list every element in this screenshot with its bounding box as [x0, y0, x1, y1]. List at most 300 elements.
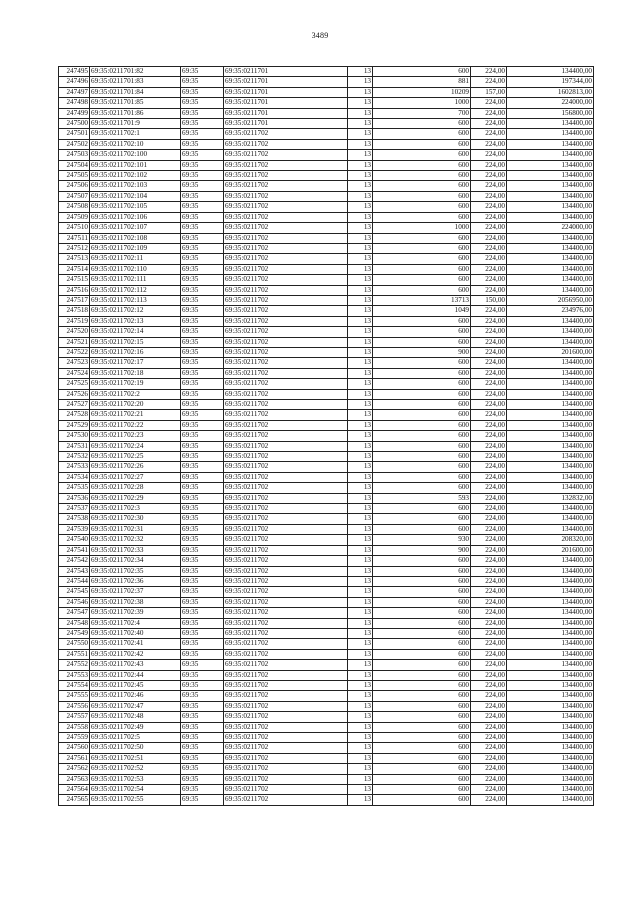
row-number-cell: 247500: [59, 119, 90, 129]
area-cell: 600: [373, 472, 471, 482]
category-code-cell: 13: [348, 660, 373, 670]
cadastral-value-cell: 134400,00: [507, 483, 594, 493]
cadastral-value-cell: 134400,00: [507, 139, 594, 149]
specific-value-cell: 224,00: [471, 660, 507, 670]
row-number-cell: 247534: [59, 472, 90, 482]
row-number-cell: 247557: [59, 712, 90, 722]
row-number-cell: 247504: [59, 160, 90, 170]
cadastral-value-cell: 234976,00: [507, 306, 594, 316]
row-number-cell: 247547: [59, 608, 90, 618]
table-row: [59, 139, 594, 149]
cadastral-district-cell: 69:35: [181, 514, 224, 524]
specific-value-cell: 224,00: [471, 431, 507, 441]
area-cell: 600: [373, 243, 471, 253]
cadastral-district-cell: 69:35: [181, 337, 224, 347]
table-row: [59, 379, 594, 389]
area-cell: 1000: [373, 223, 471, 233]
table-row: [59, 472, 594, 482]
cadastral-number-cell: 69:35:0211702:27: [90, 472, 181, 482]
cadastral-value-cell: 134400,00: [507, 556, 594, 566]
specific-value-cell: 224,00: [471, 670, 507, 680]
specific-value-cell: 224,00: [471, 795, 507, 805]
cadastral-value-cell: 134400,00: [507, 212, 594, 222]
category-code-cell: 13: [348, 556, 373, 566]
area-cell: 600: [373, 327, 471, 337]
cadastral-quarter-cell: 69:35:0211702: [224, 795, 348, 805]
cadastral-number-cell: 69:35:0211702:17: [90, 358, 181, 368]
cadastral-district-cell: 69:35: [181, 389, 224, 399]
cadastral-quarter-cell: 69:35:0211702: [224, 712, 348, 722]
row-number-cell: 247506: [59, 181, 90, 191]
row-number-cell: 247551: [59, 649, 90, 659]
cadastral-value-cell: 134400,00: [507, 452, 594, 462]
area-cell: 600: [373, 639, 471, 649]
specific-value-cell: 224,00: [471, 327, 507, 337]
area-cell: 600: [373, 680, 471, 690]
cadastral-quarter-cell: 69:35:0211702: [224, 191, 348, 201]
cadastral-number-cell: 69:35:0211702:13: [90, 316, 181, 326]
cadastral-value-cell: 134400,00: [507, 618, 594, 628]
row-number-cell: 247562: [59, 764, 90, 774]
row-number-cell: 247523: [59, 358, 90, 368]
row-number-cell: 247561: [59, 753, 90, 763]
table-row: [59, 150, 594, 160]
category-code-cell: 13: [348, 306, 373, 316]
specific-value-cell: 224,00: [471, 722, 507, 732]
row-number-cell: 247525: [59, 379, 90, 389]
category-code-cell: 13: [348, 202, 373, 212]
cadastral-value-cell: 134400,00: [507, 150, 594, 160]
cadastral-number-cell: 69:35:0211702:26: [90, 462, 181, 472]
specific-value-cell: 224,00: [471, 628, 507, 638]
category-code-cell: 13: [348, 680, 373, 690]
area-cell: 593: [373, 493, 471, 503]
table-row: [59, 670, 594, 680]
category-code-cell: 13: [348, 295, 373, 305]
area-cell: 600: [373, 285, 471, 295]
category-code-cell: 13: [348, 733, 373, 743]
table-row: [59, 764, 594, 774]
row-number-cell: 247542: [59, 556, 90, 566]
row-number-cell: 247496: [59, 77, 90, 87]
cadastral-value-cell: 201600,00: [507, 347, 594, 357]
area-cell: 600: [373, 389, 471, 399]
cadastral-quarter-cell: 69:35:0211702: [224, 504, 348, 514]
cadastral-value-cell: 2056950,00: [507, 295, 594, 305]
row-number-cell: 247558: [59, 722, 90, 732]
cadastral-value-cell: 134400,00: [507, 327, 594, 337]
cadastral-district-cell: 69:35: [181, 410, 224, 420]
specific-value-cell: 224,00: [471, 389, 507, 399]
table-row: [59, 556, 594, 566]
table-row: [59, 202, 594, 212]
cadastral-district-cell: 69:35: [181, 649, 224, 659]
row-number-cell: 247513: [59, 254, 90, 264]
cadastral-district-cell: 69:35: [181, 441, 224, 451]
cadastral-number-cell: 69:35:0211702:43: [90, 660, 181, 670]
cadastral-number-cell: 69:35:0211702:2: [90, 389, 181, 399]
category-code-cell: 13: [348, 77, 373, 87]
cadastral-quarter-cell: 69:35:0211702: [224, 347, 348, 357]
cadastral-district-cell: 69:35: [181, 191, 224, 201]
table-row: [59, 753, 594, 763]
row-number-cell: 247497: [59, 87, 90, 97]
cadastral-quarter-cell: 69:35:0211702: [224, 743, 348, 753]
specific-value-cell: 224,00: [471, 545, 507, 555]
cadastral-district-cell: 69:35: [181, 504, 224, 514]
cadastral-district-cell: 69:35: [181, 139, 224, 149]
cadastral-value-cell: 134400,00: [507, 785, 594, 795]
specific-value-cell: 224,00: [471, 202, 507, 212]
area-cell: 600: [373, 254, 471, 264]
cadastral-value-cell: 134400,00: [507, 795, 594, 805]
cadastral-district-cell: 69:35: [181, 597, 224, 607]
area-cell: 930: [373, 535, 471, 545]
cadastral-value-cell: 134400,00: [507, 722, 594, 732]
table-row: [59, 347, 594, 357]
specific-value-cell: 224,00: [471, 462, 507, 472]
cadastral-value-cell: 134400,00: [507, 67, 594, 77]
category-code-cell: 13: [348, 722, 373, 732]
row-number-cell: 247540: [59, 535, 90, 545]
cadastral-value-cell: 208320,00: [507, 535, 594, 545]
cadastral-quarter-cell: 69:35:0211702: [224, 691, 348, 701]
cadastral-quarter-cell: 69:35:0211701: [224, 87, 348, 97]
area-cell: 600: [373, 233, 471, 243]
cadastral-district-cell: 69:35: [181, 462, 224, 472]
row-number-cell: 247541: [59, 545, 90, 555]
cadastral-district-cell: 69:35: [181, 327, 224, 337]
area-cell: 600: [373, 316, 471, 326]
category-code-cell: 13: [348, 431, 373, 441]
cadastral-quarter-cell: 69:35:0211702: [224, 733, 348, 743]
specific-value-cell: 224,00: [471, 493, 507, 503]
row-number-cell: 247545: [59, 587, 90, 597]
cadastral-number-cell: 69:35:0211702:15: [90, 337, 181, 347]
cadastral-quarter-cell: 69:35:0211702: [224, 181, 348, 191]
cadastral-value-cell: 197344,00: [507, 77, 594, 87]
cadastral-quarter-cell: 69:35:0211702: [224, 275, 348, 285]
cadastral-value-cell: 134400,00: [507, 504, 594, 514]
cadastral-district-cell: 69:35: [181, 691, 224, 701]
row-number-cell: 247524: [59, 368, 90, 378]
cadastral-number-cell: 69:35:0211702:109: [90, 243, 181, 253]
area-cell: 600: [373, 441, 471, 451]
cadastral-district-cell: 69:35: [181, 202, 224, 212]
cadastral-quarter-cell: 69:35:0211702: [224, 358, 348, 368]
cadastral-value-cell: 134400,00: [507, 587, 594, 597]
cadastral-number-cell: 69:35:0211702:55: [90, 795, 181, 805]
row-number-cell: 247522: [59, 347, 90, 357]
specific-value-cell: 224,00: [471, 285, 507, 295]
area-cell: 600: [373, 129, 471, 139]
specific-value-cell: 224,00: [471, 223, 507, 233]
cadastral-value-cell: 134400,00: [507, 243, 594, 253]
area-cell: 600: [373, 181, 471, 191]
cadastral-value-cell: 134400,00: [507, 691, 594, 701]
table-row: [59, 691, 594, 701]
row-number-cell: 247554: [59, 680, 90, 690]
row-number-cell: 247552: [59, 660, 90, 670]
table-row: [59, 87, 594, 97]
cadastral-district-cell: 69:35: [181, 316, 224, 326]
cadastral-district-cell: 69:35: [181, 233, 224, 243]
cadastral-value-cell: 134400,00: [507, 608, 594, 618]
cadastral-value-cell: 134400,00: [507, 701, 594, 711]
cadastral-value-cell: 224000,00: [507, 223, 594, 233]
table-row: [59, 285, 594, 295]
table-row: [59, 587, 594, 597]
row-number-cell: 247555: [59, 691, 90, 701]
cadastral-quarter-cell: 69:35:0211702: [224, 587, 348, 597]
cadastral-quarter-cell: 69:35:0211702: [224, 400, 348, 410]
row-number-cell: 247559: [59, 733, 90, 743]
specific-value-cell: 224,00: [471, 514, 507, 524]
cadastral-value-cell: 134400,00: [507, 660, 594, 670]
specific-value-cell: 224,00: [471, 743, 507, 753]
cadastral-district-cell: 69:35: [181, 733, 224, 743]
cadastral-number-cell: 69:35:0211702:100: [90, 150, 181, 160]
category-code-cell: 13: [348, 535, 373, 545]
cadastral-quarter-cell: 69:35:0211702: [224, 566, 348, 576]
area-cell: 600: [373, 628, 471, 638]
cadastral-quarter-cell: 69:35:0211702: [224, 535, 348, 545]
area-cell: 600: [373, 795, 471, 805]
specific-value-cell: 224,00: [471, 400, 507, 410]
row-number-cell: 247516: [59, 285, 90, 295]
area-cell: 600: [373, 212, 471, 222]
area-cell: 600: [373, 712, 471, 722]
cadastral-district-cell: 69:35: [181, 545, 224, 555]
cadastral-quarter-cell: 69:35:0211702: [224, 139, 348, 149]
specific-value-cell: 224,00: [471, 774, 507, 784]
row-number-cell: 247536: [59, 493, 90, 503]
table-row: [59, 400, 594, 410]
cadastral-quarter-cell: 69:35:0211702: [224, 243, 348, 253]
category-code-cell: 13: [348, 618, 373, 628]
row-number-cell: 247544: [59, 576, 90, 586]
cadastral-district-cell: 69:35: [181, 795, 224, 805]
cadastral-district-cell: 69:35: [181, 420, 224, 430]
area-cell: 600: [373, 566, 471, 576]
row-number-cell: 247543: [59, 566, 90, 576]
category-code-cell: 13: [348, 212, 373, 222]
row-number-cell: 247556: [59, 701, 90, 711]
cadastral-value-cell: 134400,00: [507, 358, 594, 368]
area-cell: 600: [373, 264, 471, 274]
cadastral-quarter-cell: 69:35:0211702: [224, 618, 348, 628]
table-row: [59, 223, 594, 233]
cadastral-value-cell: 134400,00: [507, 524, 594, 534]
category-code-cell: 13: [348, 181, 373, 191]
category-code-cell: 13: [348, 452, 373, 462]
cadastral-district-cell: 69:35: [181, 98, 224, 108]
cadastral-number-cell: 69:35:0211702:31: [90, 524, 181, 534]
specific-value-cell: 224,00: [471, 119, 507, 129]
specific-value-cell: 224,00: [471, 597, 507, 607]
table-row: [59, 119, 594, 129]
cadastral-number-cell: 69:35:0211702:50: [90, 743, 181, 753]
row-number-cell: 247564: [59, 785, 90, 795]
cadastral-district-cell: 69:35: [181, 753, 224, 763]
table-row: [59, 337, 594, 347]
cadastral-district-cell: 69:35: [181, 77, 224, 87]
cadastral-district-cell: 69:35: [181, 285, 224, 295]
row-number-cell: 247526: [59, 389, 90, 399]
table-row: [59, 545, 594, 555]
area-cell: 600: [373, 171, 471, 181]
table-row: [59, 452, 594, 462]
cadastral-quarter-cell: 69:35:0211702: [224, 608, 348, 618]
row-number-cell: 247508: [59, 202, 90, 212]
specific-value-cell: 224,00: [471, 483, 507, 493]
cadastral-value-cell: 134400,00: [507, 202, 594, 212]
table-row: [59, 524, 594, 534]
table-row: [59, 785, 594, 795]
row-number-cell: 247537: [59, 504, 90, 514]
specific-value-cell: 224,00: [471, 524, 507, 534]
table-row: [59, 160, 594, 170]
category-code-cell: 13: [348, 639, 373, 649]
cadastral-quarter-cell: 69:35:0211702: [224, 649, 348, 659]
table-row: [59, 535, 594, 545]
table-row: [59, 264, 594, 274]
category-code-cell: 13: [348, 368, 373, 378]
cadastral-district-cell: 69:35: [181, 493, 224, 503]
area-cell: 600: [373, 462, 471, 472]
specific-value-cell: 224,00: [471, 701, 507, 711]
row-number-cell: 247531: [59, 441, 90, 451]
cadastral-district-cell: 69:35: [181, 576, 224, 586]
cadastral-quarter-cell: 69:35:0211702: [224, 472, 348, 482]
table-row: [59, 431, 594, 441]
cadastral-quarter-cell: 69:35:0211702: [224, 753, 348, 763]
category-code-cell: 13: [348, 785, 373, 795]
area-cell: 600: [373, 556, 471, 566]
cadastral-value-cell: 134400,00: [507, 420, 594, 430]
cadastral-quarter-cell: 69:35:0211702: [224, 254, 348, 264]
cadastral-number-cell: 69:35:0211701:85: [90, 98, 181, 108]
cadastral-number-cell: 69:35:0211702:44: [90, 670, 181, 680]
cadastral-number-cell: 69:35:0211702:16: [90, 347, 181, 357]
cadastral-number-cell: 69:35:0211701:86: [90, 108, 181, 118]
cadastral-number-cell: 69:35:0211702:103: [90, 181, 181, 191]
cadastral-district-cell: 69:35: [181, 379, 224, 389]
table-row: [59, 649, 594, 659]
cadastral-quarter-cell: 69:35:0211702: [224, 556, 348, 566]
specific-value-cell: 224,00: [471, 566, 507, 576]
row-number-cell: 247563: [59, 774, 90, 784]
cadastral-number-cell: 69:35:0211702:30: [90, 514, 181, 524]
cadastral-number-cell: 69:35:0211702:20: [90, 400, 181, 410]
category-code-cell: 13: [348, 139, 373, 149]
table-row: [59, 98, 594, 108]
specific-value-cell: 224,00: [471, 316, 507, 326]
cadastral-number-cell: 69:35:0211702:53: [90, 774, 181, 784]
specific-value-cell: 224,00: [471, 753, 507, 763]
category-code-cell: 13: [348, 254, 373, 264]
category-code-cell: 13: [348, 275, 373, 285]
cadastral-value-cell: 134400,00: [507, 410, 594, 420]
category-code-cell: 13: [348, 649, 373, 659]
category-code-cell: 13: [348, 441, 373, 451]
specific-value-cell: 224,00: [471, 98, 507, 108]
table-row: [59, 306, 594, 316]
specific-value-cell: 224,00: [471, 233, 507, 243]
specific-value-cell: 224,00: [471, 587, 507, 597]
table-row: [59, 243, 594, 253]
row-number-cell: 247519: [59, 316, 90, 326]
specific-value-cell: 224,00: [471, 733, 507, 743]
cadastral-value-cell: 134400,00: [507, 441, 594, 451]
table-row: [59, 441, 594, 451]
table-row: [59, 701, 594, 711]
specific-value-cell: 224,00: [471, 254, 507, 264]
cadastral-district-cell: 69:35: [181, 722, 224, 732]
cadastral-number-cell: 69:35:0211702:25: [90, 452, 181, 462]
cadastral-number-cell: 69:35:0211701:83: [90, 77, 181, 87]
specific-value-cell: 224,00: [471, 181, 507, 191]
category-code-cell: 13: [348, 462, 373, 472]
cadastral-number-cell: 69:35:0211702:105: [90, 202, 181, 212]
cadastral-value-cell: 134400,00: [507, 368, 594, 378]
cadastral-quarter-cell: 69:35:0211702: [224, 264, 348, 274]
specific-value-cell: 224,00: [471, 608, 507, 618]
cadastral-district-cell: 69:35: [181, 524, 224, 534]
row-number-cell: 247510: [59, 223, 90, 233]
cadastral-quarter-cell: 69:35:0211702: [224, 171, 348, 181]
cadastral-quarter-cell: 69:35:0211702: [224, 233, 348, 243]
row-number-cell: 247518: [59, 306, 90, 316]
category-code-cell: 13: [348, 285, 373, 295]
cadastral-district-cell: 69:35: [181, 431, 224, 441]
specific-value-cell: 224,00: [471, 337, 507, 347]
cadastral-quarter-cell: 69:35:0211702: [224, 295, 348, 305]
cadastral-number-cell: 69:35:0211702:37: [90, 587, 181, 597]
category-code-cell: 13: [348, 108, 373, 118]
row-number-cell: 247548: [59, 618, 90, 628]
cadastral-number-cell: 69:35:0211702:5: [90, 733, 181, 743]
cadastral-quarter-cell: 69:35:0211702: [224, 420, 348, 430]
area-cell: 600: [373, 597, 471, 607]
table-row: [59, 628, 594, 638]
table-row: [59, 462, 594, 472]
cadastral-quarter-cell: 69:35:0211702: [224, 680, 348, 690]
table-row: [59, 504, 594, 514]
category-code-cell: 13: [348, 576, 373, 586]
cadastral-number-cell: 69:35:0211702:10: [90, 139, 181, 149]
table-row: [59, 77, 594, 87]
row-number-cell: 247533: [59, 462, 90, 472]
area-cell: 600: [373, 701, 471, 711]
cadastral-number-cell: 69:35:0211702:36: [90, 576, 181, 586]
cadastral-district-cell: 69:35: [181, 472, 224, 482]
table-row: [59, 389, 594, 399]
table-row: [59, 493, 594, 503]
cadastral-value-cell: 134400,00: [507, 670, 594, 680]
cadastral-quarter-cell: 69:35:0211702: [224, 774, 348, 784]
specific-value-cell: 224,00: [471, 243, 507, 253]
cadastral-number-cell: 69:35:0211702:24: [90, 441, 181, 451]
cadastral-district-cell: 69:35: [181, 160, 224, 170]
category-code-cell: 13: [348, 608, 373, 618]
area-cell: 600: [373, 119, 471, 129]
cadastral-district-cell: 69:35: [181, 712, 224, 722]
category-code-cell: 13: [348, 233, 373, 243]
category-code-cell: 13: [348, 171, 373, 181]
table-row: [59, 733, 594, 743]
row-number-cell: 247503: [59, 150, 90, 160]
